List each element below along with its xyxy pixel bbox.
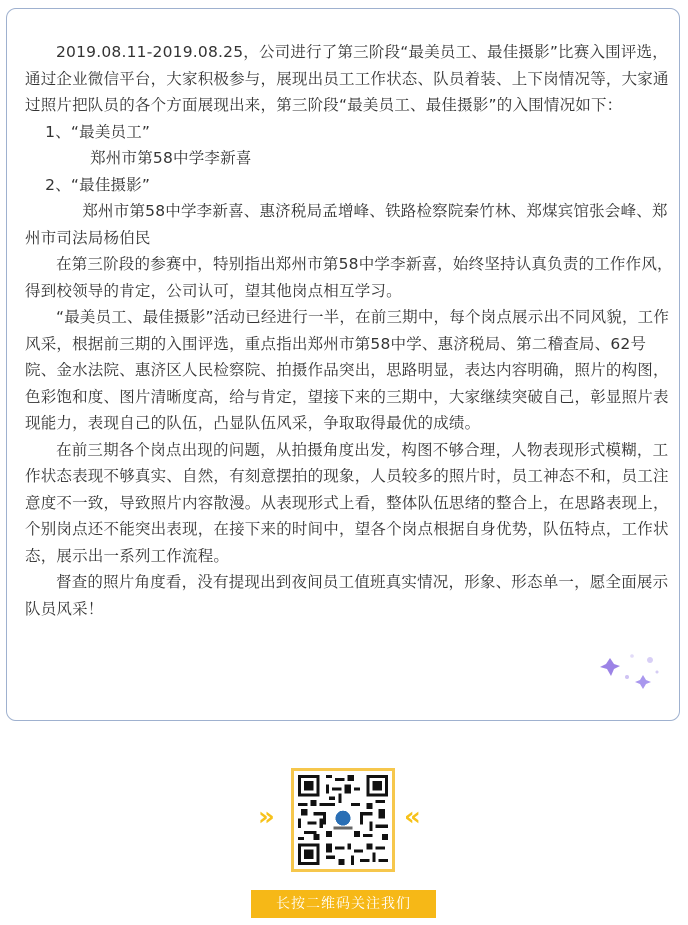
list-item-best-photo-names: 郑州市第58中学李新喜、惠济税局孟增峰、铁路检察院秦竹林、郑煤宾馆张会峰、郑州市司法局杨伯民 — [25, 202, 668, 247]
list-item-best-photo-title: 2、“最佳摄影” — [45, 175, 151, 194]
list-item-best-employee-names: 郑州市第58中学李新喜 — [90, 149, 252, 167]
paragraph-intro: 2019.08.11-2019.08.25，公司进行了第三阶段“最美员工、最佳摄影”比赛入围评选，通过企业微信平台，大家积极参与，展现出员工工作状态、队员着装、上下岗情况等，大家通过照片把队员的各个方面展现出来，第三阶段“最美员工、最佳摄影”的入围情况如下： — [25, 43, 669, 114]
paragraph-highlight: 在第三阶段的参赛中，特别指出郑州市第58中学李新喜，始终坚持认真负责的工作作风，得到校领导的肯定，公司认可，望其他岗点相互学习。 — [25, 255, 673, 300]
qr-code-icon[interactable] — [298, 775, 388, 865]
article-card — [6, 8, 680, 721]
sparkle-decoration-icon — [594, 650, 664, 700]
paragraph-closing: 督查的照片角度看，没有提现出到夜间员工值班真实情况，形象、形态单一，愿全面展示队员风采！ — [25, 573, 669, 618]
follow-us-banner: 长按二维码关注我们 — [251, 890, 436, 918]
arrow-right-icon: » — [258, 802, 268, 832]
article-body — [25, 39, 675, 622]
list-item-best-employee-title: 1、“最美员工” — [45, 122, 151, 141]
paragraph-issues: 在前三期各个岗点出现的问题，从拍摄角度出发，构图不够合理，人物表现形式模糊，工作状态表现不够真实、自然，有刻意摆拍的现象，人员较多的照片时，员工神态不和，员工注意度不一致，导致照片内容散漫。从表现形式上看，整体队伍思绪的整合上，在思路表现上，个别岗点还不能突出表现，在接下来的时间中，望各个岗点根据自身优势，队伍特点，工作状态，展示出一系列工作流程。 — [25, 440, 669, 565]
paragraph-progress: “最美员工、最佳摄影”活动已经进行一半，在前三期中，每个岗点展示出不同风貌，工作风采，根据前三期的入围评选，重点指出郑州市第58中学、惠济税局、第二稽查局、62号院、金水法院、惠济区人民检察院、拍摄作品突出，思路明显，表达内容明确，照片的构图，色彩饱和度、图片清晰度高，给与肯定，望接下来的三期中，大家继续突破自己，彰显照片表现能力，表现自己的队伍，凸显队伍风采，争取取得最优的成绩。 — [25, 308, 670, 432]
arrow-left-icon: « — [404, 802, 414, 832]
qr-code-frame[interactable] — [291, 768, 395, 872]
